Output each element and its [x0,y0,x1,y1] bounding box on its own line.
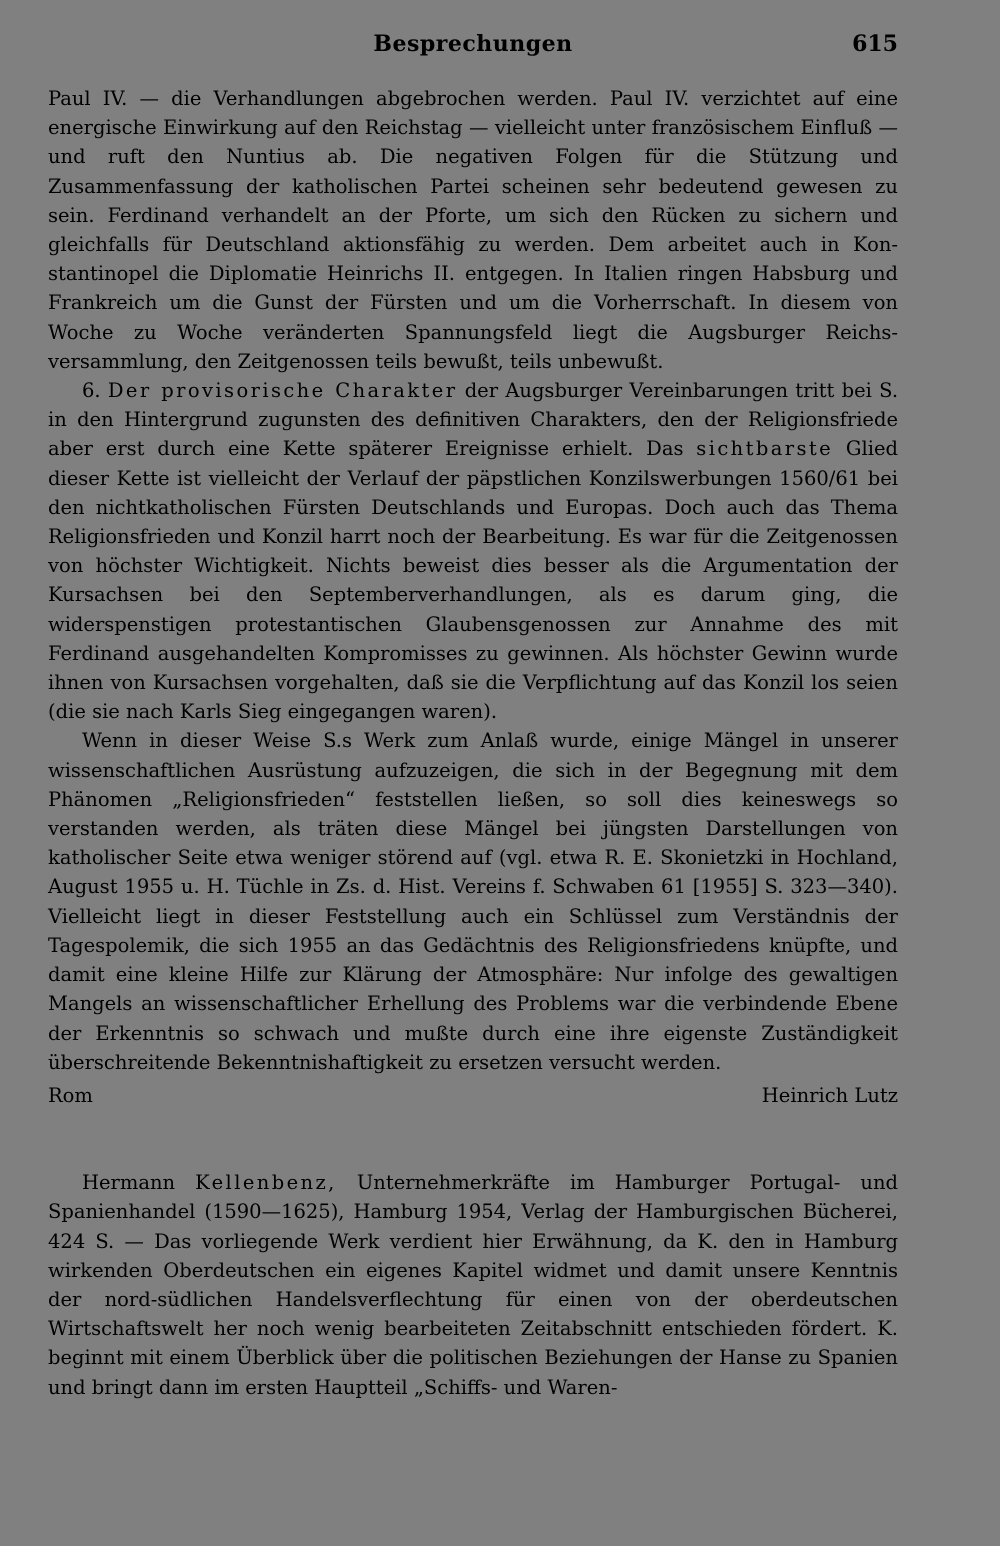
spaced-emphasis-phrase: Der provisorische Charakter [107,379,458,403]
signature-place: Rom [48,1083,93,1107]
running-head [48,26,898,62]
review-entry [48,1168,898,1402]
running-head-title: Besprechungen [373,31,573,57]
signature-author: Heinrich Lutz [761,1083,898,1107]
paragraph-conclusion: Wenn in dieser Weise S.s Werk zum Anlaß wurde, einige Mängel in unserer wissenschaftlichen Ausrüstung aufzuzeigen, die sich in der Begegnung mit dem Phänomen „Religionsfrieden“ feststellen ließen, so soll dies keineswegs so verstanden werden, als träten diese Mängel bei jüngsten Darstellungen von katholischer Seite etwa weniger störend auf (vgl. etwa R. E. Skonietzki in Hochland, August 1955 u. H. Tüchle in Zs. d. Hist. Vereins f. Schwaben 61 [1955] S. 323—340). Vielleicht liegt in dieser Feststellung auch ein Schlüssel zum Verständnis der Tagespolemik, die sich 1955 an das Gedächtnis des Religionsfriedens knüpfte, und damit eine kleine Hilfe zur Klärung der Atmosphäre: Nur infolge des gewaltigen Mangels an wissenschaftlicher Erhellung des Problems war die verbindende Ebene der Erkenntnis so schwach und mußte durch eine ihre eigenste Zuständigkeit überschreitende Bekenntnishaftigkeit zu ersetzen versucht werden. [48,729,898,1074]
paragraph-section-6 [48,376,898,726]
review-text: Unternehmerkräfte im Hamburger Portugal- und Spanienhandel (1590—1625), Hamburg 1954, Verlag der Hamburgischen Bücherei, 424 S. — Das vorliegende Werk verdient hier Erwähnung, da K. den in Hamburg wirkenden Oberdeutschen ein eigenes Kapitel widmet und damit unsere Kenntnis der nord-südlichen Handelsverflechtung für einen von der oberdeutschen Wirtschaftswelt her noch wenig bearbeiteten Zeitabschnitt entschieden fördert. K. beginnt mit einem Überblick über die politischen Beziehungen der Hanse zu Spanien und bringt dann im ersten Hauptteil „Schiffs- und Waren- [48,1171,899,1399]
body-text [48,84,898,1077]
spaced-emphasis-word: sichtbarste [696,437,834,461]
signature-line [48,1081,898,1110]
paragraph-text-b: Glied dieser Kette ist vielleicht der Verlauf der päpstlichen Konzilswerbungen 1560/61 bei den nichtkatholischen Fürsten Deutschlands und Europas. Doch auch das Thema Religionsfrieden und Konzil harrt noch der Bearbeitung. Es war für die Zeitgenossen von höchster Wichtigkeit. Nichts beweist dies besser als die Argumentation der Kursachsen bei den Septemberverhandlungen, als es darum ging, die widerspenstigen protestantischen Glaubensgenossen zur Annahme des mit Ferdinand ausgehandelten Kompromisses zu gewinnen. Als höchster Gewinn wurde ihnen von Kursachsen vorgehalten, daß sie die Verpflichtung auf das Konzil los seien (die sie nach Karls Sieg eingegangen waren). [48,437,898,724]
page-number: 615 [852,31,898,57]
review-author-last: Kellenbenz, [195,1171,337,1195]
paragraph-text-a: der Augsburger Vereinbarungen tritt bei S. in den Hintergrund zugunsten des definitiven Charakters, den der Religionsfriede aber erst durch eine Kette späterer Ereignisse erhielt. Das [48,379,899,461]
paragraph-continuation: Paul IV. — die Verhandlungen abgebrochen werden. Paul IV. verzichtet auf eine energische Einwirkung auf den Reichstag — vielleicht unter französischem Einfluß — und ruft den Nuntius ab. Die negativen Folgen für die Stützung und Zusammenfassung der katholischen Partei scheinen sehr bedeutend gewesen zu sein. Ferdinand verhandelt an der Pforte, um sich den Rücken zu sichern und gleichfalls für Deutschland aktionsfähig zu werden. Dem arbeitet auch in Konstantinopel die Diplomatie Heinrichs II. entgegen. In Italien ringen Habsburg und Frankreich um die Gunst der Fürsten und um die Vorherrschaft. In diesem von Woche zu Woche veränderten Spannungsfeld liegt die Augsburger Reichsversammlung, den Zeitgenossen teils bewußt, teils unbewußt. [48,87,898,373]
document-page [48,26,898,1526]
review-paragraph [48,1168,898,1402]
review-author-first: Hermann [82,1171,176,1195]
section-gap [48,1110,898,1168]
section-number: 6. [82,379,101,403]
